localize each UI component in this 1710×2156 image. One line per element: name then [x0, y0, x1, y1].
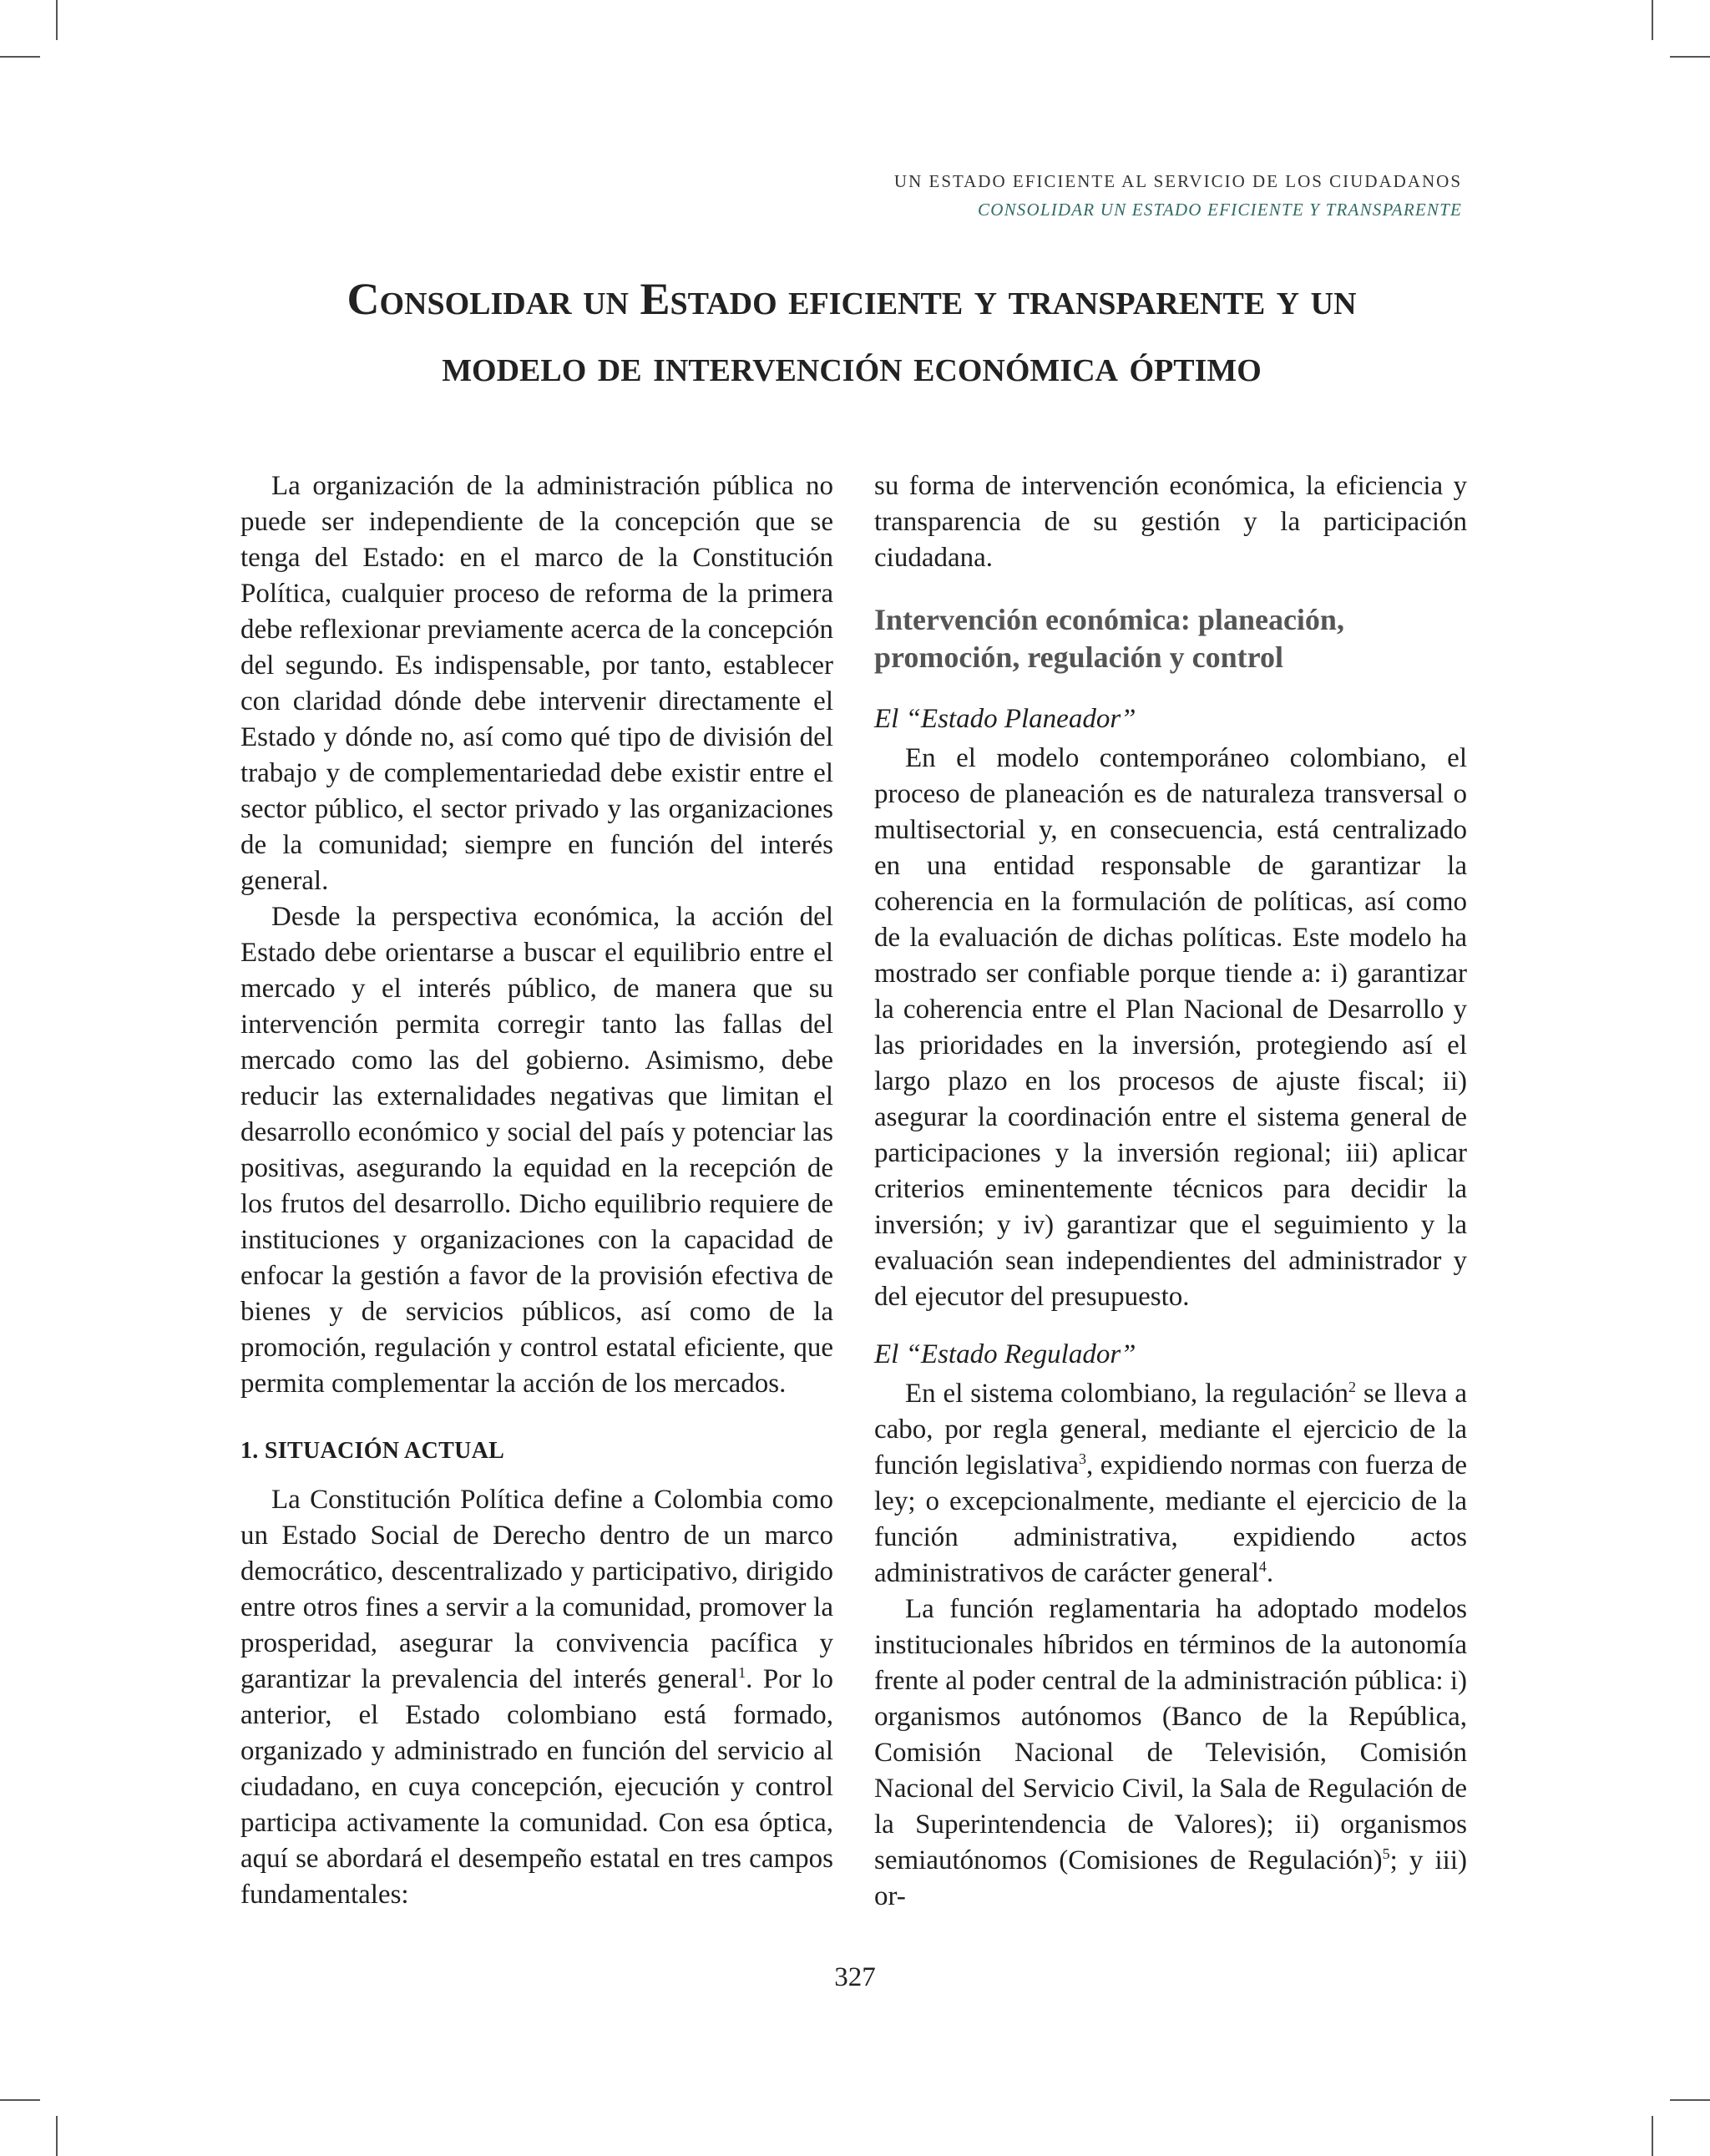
paragraph: [874, 1592, 1467, 1915]
paragraph: [240, 1482, 833, 1913]
section-heading: 1. SITUACIÓN ACTUAL: [240, 1438, 505, 1464]
crop-mark: [56, 0, 58, 40]
crop-mark: [1670, 2099, 1710, 2101]
paragraph-text: . Por lo anterior, el Estado colombiano está formado, organizado y administrado en función del servicio al ciudadano, en cuya concepción, ejecución y control participa activamente la comunidad. Con esa óptica, aquí se abordará el desempeño estatal en tres campos fundamentales:: [240, 1664, 834, 1910]
paragraph-text: , expidiendo normas con fuerza de ley; o excepcionalmente, mediante el ejercicio de la función administrativa, expidiendo actos administrativos de carácter general: [874, 1450, 1467, 1588]
footnote-ref[interactable]: 2: [1348, 1379, 1357, 1395]
paragraph-text: La función reglamentaria ha adoptado modelos institucionales híbridos en términos de la autonomía frente al poder central de la administración pública: i) organismos autónomos (Banco de la República, Comisión Nacional de Televisión, Comisión Nacional del Servicio Civil, la Sala de Regulación de la Superintendencia de Valores); ii) organismos semiautónomos (Comisiones de Regulación): [874, 1594, 1467, 1875]
crop-mark: [0, 2099, 40, 2101]
subsection-heading: Intervención económica: planeación, promoción, regulación y control: [874, 603, 1344, 674]
paragraph: La organización de la administración pública no puede ser independiente de la concepción que se tenga del Estado: en el marco de la Constitución Política, cualquier proceso de reforma de la primera debe reflexionar previamente acerca de la concepción del segundo. Es indispensable, por tanto, establecer con claridad dónde debe intervenir directamente el Estado y dónde no, así como qué tipo de división del trabajo y de complementariedad debe existir entre el sector público, el sector privado y las organizaciones de la comunidad; siempre en función del interés general.: [240, 471, 833, 896]
paragraph-text: La Constitución Política define a Colombia como un Estado Social de Derecho dentro de un marco democrático, descentralizado y participativo, dirigido entre otros fines a servir a la comunidad, promover la prosperidad, asegurar la convivencia pacífica y garantizar la prevalencia del interés general: [240, 1485, 833, 1694]
crop-mark: [0, 56, 40, 58]
page-title-line-2: modelo de intervención económica óptimo: [442, 341, 1262, 391]
italic-heading: El “Estado Regulador”: [874, 1339, 1136, 1369]
page-title: [200, 266, 1503, 399]
page-number: 327: [834, 1962, 876, 1992]
paragraph-text: .: [1266, 1558, 1274, 1588]
italic-heading: El “Estado Planeador”: [874, 704, 1136, 734]
footnote-ref[interactable]: 3: [1078, 1450, 1086, 1467]
crop-mark: [1652, 0, 1653, 40]
crop-mark: [1652, 2116, 1653, 2156]
paragraph-text: ; y iii) or-: [874, 1845, 1467, 1911]
paragraph-text: En el sistema colombiano, la regulación: [905, 1379, 1349, 1409]
page-title-line-1: Consolidar un Estado eficiente y transparente y un: [347, 274, 1357, 324]
left-column: [240, 468, 833, 1913]
paragraph: En el modelo contemporáneo colombiano, el proceso de planeación es de naturaleza transversal o multisectorial y, en consecuencia, está centralizado en una entidad responsable de garantizar la coherencia en la formulación de políticas, así como de la evaluación de dichas políticas. Este modelo ha mostrado ser confiable porque tiende a: i) garantizar la coherencia entre el Plan Nacional de Desarrollo y las prioridades en la inversión, protegiendo así el largo plazo en los procesos de ajuste fiscal; ii) asegurar la coordinación entre el sistema general de participaciones y la inversión regional; iii) aplicar criterios eminentemente técnicos para decidir la inversión; y iv) garantizar que el seguimiento y la evaluación sean independientes del administrador y del ejecutor del presupuesto.: [874, 743, 1467, 1312]
running-header-section: CONSOLIDAR UN ESTADO EFICIENTE Y TRANSPARENTE: [978, 200, 1462, 220]
crop-mark: [56, 2116, 58, 2156]
footnote-ref[interactable]: 5: [1382, 1845, 1390, 1862]
crop-mark: [1670, 56, 1710, 58]
footnote-ref[interactable]: 1: [738, 1664, 746, 1681]
paragraph: [874, 1376, 1467, 1592]
right-column: [874, 468, 1467, 1915]
running-header: [894, 167, 1462, 224]
running-header-chapter: UN ESTADO EFICIENTE AL SERVICIO DE LOS CIUDADANOS: [893, 171, 1462, 191]
paragraph: su forma de intervención económica, la eficiencia y transparencia de su gestión y la participación ciudadana.: [874, 471, 1467, 573]
paragraph: Desde la perspectiva económica, la acción del Estado debe orientarse a buscar el equilibrio entre el mercado y el interés público, de manera que su intervención permita corregir tanto las fallas del mercado como las del gobierno. Asimismo, debe reducir las externalidades negativas que limitan el desarrollo económico y social del país y potenciar las positivas, asegurando la equidad en la recepción de los frutos del desarrollo. Dicho equilibrio requiere de instituciones y organizaciones con la capacidad de enfocar la gestión a favor de la provisión efectiva de bienes y de servicios públicos, así como de la promoción, regulación y control estatal eficiente, que permita complementar la acción de los mercados.: [240, 902, 833, 1399]
paragraph-text: se lleva a cabo, por regla general, mediante el ejercicio de la función legislativa: [874, 1379, 1467, 1480]
footnote-ref[interactable]: 4: [1258, 1558, 1267, 1575]
